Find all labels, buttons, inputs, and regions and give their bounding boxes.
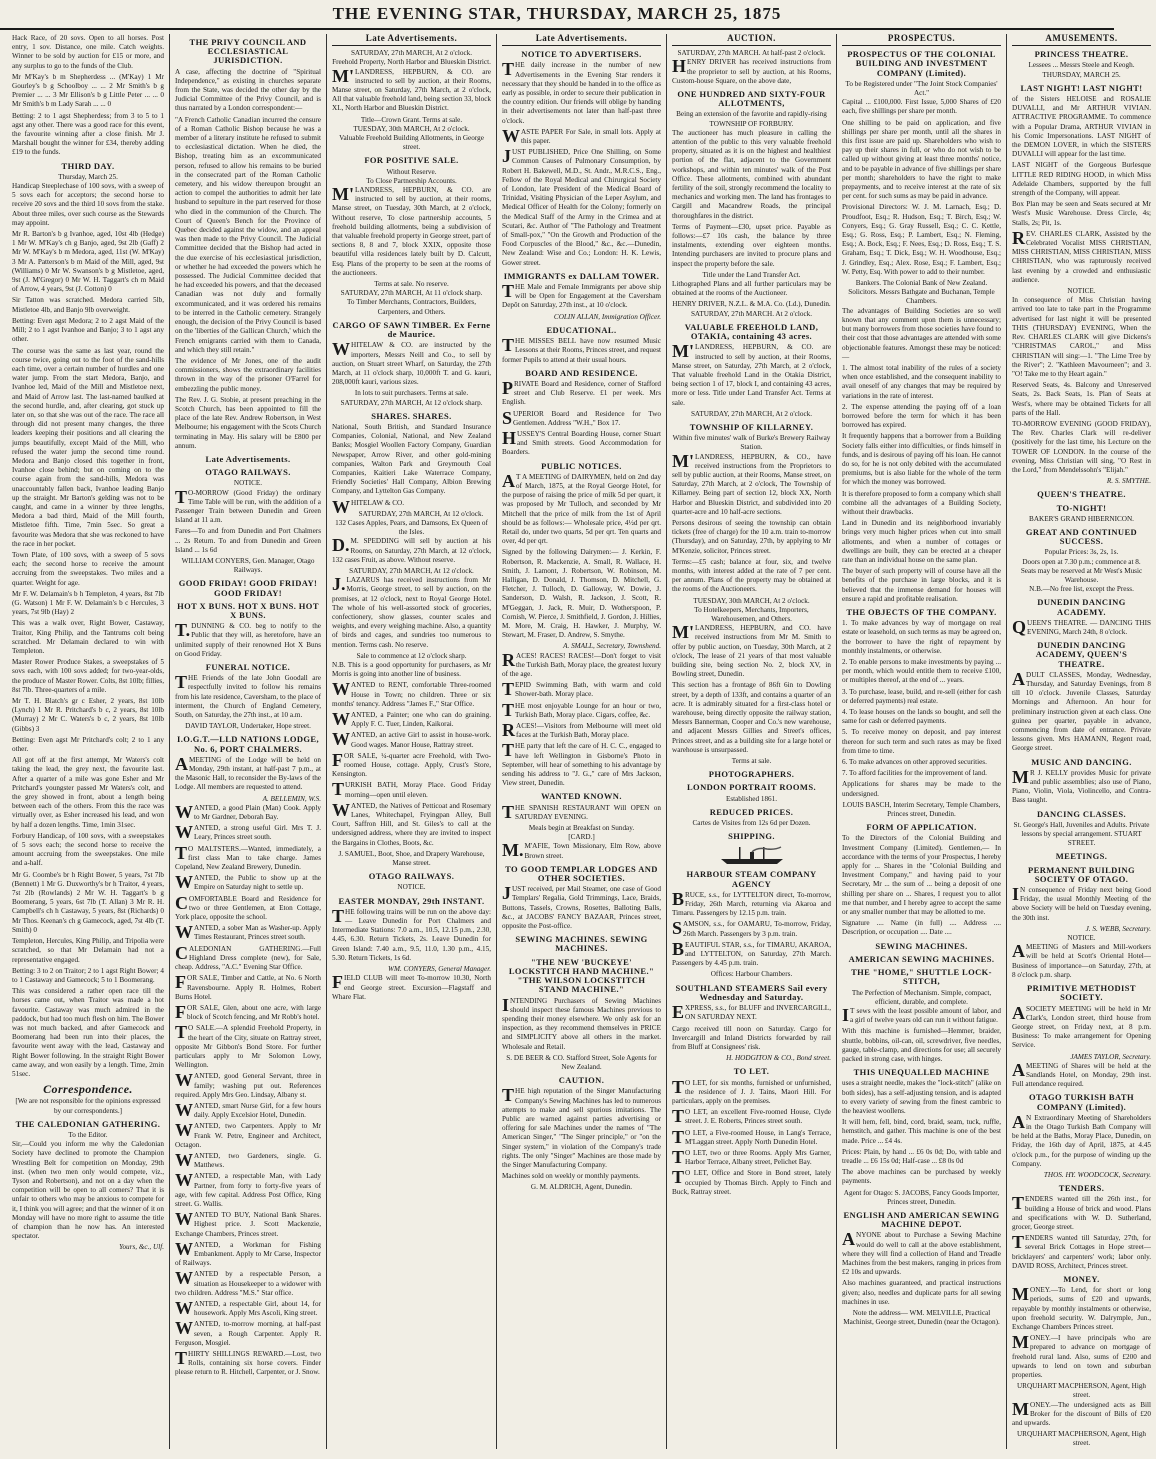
advertisement-text: AMEETING of Masters and Mill-workers will be held at Scott's Oriental Hotel—Business of importance—on Saturday, 27th, at 8 o'clock p.m. sharp. [1012,941,1151,979]
advertisement-text: THE high reputation of the Singer Manufacturing Company's Sewing Machines has led to numerous attempts to make and sell spurious imitations. The Public are warned against parties advertising or offering for sale Machines under the names of "The American Singer," "The Singer principle," or "on the Singer system," in violation of the Company's trade rights. The only "Singer" Machines are those made by the Singer Manufacturing Company. [502,1085,661,1169]
article-text: 6. To make advances on other approved securities. [842,758,987,767]
advertisement-text: TO LET, for six months, furnished or unfurnished, the residence of J. J. Tains, Maori Hill. For particulars, apply on the premises. [672,1076,831,1105]
centered-line: HENRY DRIVER, N.Z.L. & M.A. Co. (Ld.), Dunedin. [672,300,831,309]
advertisement-text: RACES!—Visitors from Melbourne will meet old faces at the Turkish Bath, Moray place. [502,720,661,741]
advertisement-text: FIELD CLUB will meet To-morrow 10.30, North end George street. Excursion—Flagstaff and Whare Flat. [332,972,491,1001]
advertisement-text: WANTED, smart Nurse Girl, for a few hours daily. Apply Excelsior Hotel, Dunedin. [175,1099,321,1120]
article-text: Applications for shares may be made to the undersigned. [842,780,1001,798]
article-text: 1. The almost total inability of the rules of a society when once established, and the consequent inability to avail oneself of any changes that may be required by variations in the rate of interest. [842,363,1001,400]
advertisement-text: TENDERS wanted till the 26th inst., for building a House of brick and wood. Plans and specifications with W. D. Sutherland, grocer, George street. [1012,1193,1151,1231]
columns-container [12,33,1151,1449]
advertisement-text: BRUCE, s.s., for LYTTELTON direct, To-morrow, Friday, 26th March, returning via Akaroa and Timaru. Passengers by 12.15 p.m. train. [672,888,831,918]
column-heading: Late Advertisements. [332,34,491,46]
article-text: Fares—To and from Dunedin and Port Chalmers ... 2s Return. To and from Dunedin and Green Island ... 1s 6d [175,527,321,554]
section-heading: WANTED KNOWN. [541,791,622,802]
centered-line: TUESDAY, 30th MARCH, At 2 o'clock. [693,596,810,605]
centered-line: To Timber Merchants, Contractors, Builders, Carpenters, and Others. [346,298,477,316]
advertisement-text: SUPERIOR Board and Residence for Two Gentlemen. Address "W.H.," Box 17. [502,407,661,428]
advertisement-text: IT sews with the least possible amount of labor, and a girl of twelve years old can run it without fatigue. [842,1004,1001,1025]
section-heading: OTAGO RAILWAYS. [368,871,455,882]
advertisement-text: ASOCIETY MEETING will be held in Mr Clark's, London street, third house from George street, on Friday next, at 8 p.m. Business: To make arrangement for Opening Service. [1012,1002,1151,1050]
advertisement-text: CALEDONIAN GATHERING.—Full Highland Dress complete (new), for Sale, cheap. Address, "A.C." Evening Star Office. [175,942,321,972]
section-heading: NOTICE TO ADVERTISERS. [521,49,642,60]
centered-line: Established 1861. [725,794,778,803]
section-heading: I.O.G.T.—LLD NATIONS LODGE, No. 6, PORT CHALMERS. [176,734,320,754]
section-heading: PRINCESS THEATRE. [1034,49,1129,60]
advertisement-text: AN Extraordinary Meeting of Shareholders in the Otago Turkish Bath Company will be held at the Baths, Moray Place, Dunedin, on Friday, the 16th day of April, 1875, at 4.45 o'clock p.m., for the purpose of winding up the Company. [1012,1111,1151,1168]
centered-line: 132 Cases Apples, Pears, and Damsons, Ex Queen of the Isles. [335,518,488,537]
centered-line: Seats may be reserved at Mr West's Music Warehouse. [1020,566,1143,584]
centered-line: SATURDAY, 27th MARCH, At 2 o'clock. [690,409,813,418]
advertisement-text: TO LET, a Five-roomed House, in Lang's Terrace, M'Laggan street. Apply North Dunedin Hotel. [672,1126,831,1147]
advertisement-text: M.M'AFIE, Town Missionary, Elm Row, above Brown street. [502,840,661,861]
signature-line: R. S. SMYTHE. [1106,477,1151,486]
article-text: The auctioneer has much pleasure in calling the attention of the public to this very valuable freehold property, situated as it is on the highest and healthiest portion of the flat, adjacent to the Government workshops, and within ten minutes' walk of the Post Office. These allotments, combined with abundant fertility of the soil, strongly recommend the locality to mechanics and working men. The land has frontages to Cargill and Macandrew Roads, the principal thoroughfares in the district. [672,128,831,220]
advertisement-text: WANTED, the Public to show up at the Empire on Saturday night to settle up. [175,872,321,893]
advertisement-text: TURKISH BATH, Moray Place. Good Friday morning—open until eleven. [332,779,491,800]
advertisement-text: AT A MEETING of DAIRYMEN, held on 2nd day of March, 1875, at the Royal George Hotel, for the purpose of raising the price of milk 5d per quart, it was proposed by Mr Tulloch, and seconded by Mr Mitchell that the price of milk from the 1st of April should be as follows:— Wholesale price, 4½d per qrt. Retail do, under two quarts, 5d per qrt. Ten quarts and over, 4d per qrt. [502,470,661,546]
centered-line: Valuable Freehold Building Allotments, in George street. [339,134,484,152]
section-heading: MUSIC AND DANCING. [1031,756,1132,767]
column-1 [12,34,169,1449]
advertisement-text: COMFORTABLE Board and Residence for two or three Gentlemen, at Eton Cottage, York place, opposite the school. [175,892,321,922]
article-text: Betting: Even agst Mr Pritchard's colt; 2 to 1 any other. [12,735,164,754]
article-text: The buyer of such property will of course have all the benefits of the purchase in large blocks, and it is believed that the immense demand for houses will ensure a rapid and profitable realisation. [842,567,1001,603]
article-text: Also machines guaranteed, and practical instructions given; also, needles and duplicate parts for all sewing machines in use. [842,1279,1001,1306]
article-text: 2. The expense attending the paying off of a loan borrowed before the term for which it has been borrowed has expired. [842,402,1001,430]
section-heading: FUNERAL NOTICE. [205,662,291,672]
section-heading: THIS UNEQUALLED MACHINE [853,1067,990,1078]
advertisement-text: IN consequence of Friday next being Good Friday, the usual Monthly Meeting of the above Society will be held on Tuesday evening, the 30th inst. [1012,884,1151,922]
centered-line: Terms at sale. No reserve. [374,280,449,289]
article-text: Mr M'Kay's b m Shepherdess ... (M'Kay) 1 Mr Gourley's b g Schoolboy ... ... 2 Mr Smith's b g Premier ... ... 3 Mr Ellison's b g Little Peter ... ... 0 Mr Smith's b m Lady Sarah ... ... 0 [12,72,164,109]
article-text: Sir,—Could you inform me why the Caledonian Society have declined to promote the Champion Wrestling Belt for competition on Monday, 29th inst. (when two men only would compete, viz., Tyson and Robertson), and not on a day when the competition will be open to all comers? That it is unfair to others who may be anxious to compete for it, I think you will agree; and that the winner of it on Monday will have no more right to assume the title of champion than he now has. An interested spectator. [12,1140,164,1241]
article-text: Master Rower Produce Stakes, a sweepstakes of 5 sovs each, with 100 sovs added; for two-year-olds, the produce of Master Rower. Colts, 8st 10lb; fillies, 8st 7lb. Three-quarters of a mile. [12,658,164,694]
section-heading: SHARES. SHARES. [371,410,452,421]
article-text: Prices: Plain, by hand ... £6 0s 0d; Do, with table and treadle ... £6 15s 0d; Half-case ... £8 0s 0d [842,1147,1001,1165]
article-text: Reserved Seats, 4s. Balcony and Unreserved Seats, 2s. Back Seats, 1s. Plan of Seats at West's, where may be obtained Tickets for all parts of the Hall. [1012,381,1151,417]
column-6 [836,34,1006,1449]
advertisement-text: QUEEN'S THEATRE. — DANCING THIS EVENING, March 24th, 8 o'clock. [1012,616,1151,637]
article-text: National, South British, and Standard Insurance Companies, Colonial, National, and New Zealand Banks; Mosgiel Woollen Factory Company, Guardian Newspaper, Arrow River, and other gold-mining companies, Walton Park and Greymouth Coal Companies, Kaitieri Lake Waterrace Company, Friendly Societies' Hall Company, Albion Brewing Company, and Lyttelton Gas Company. [332,422,491,496]
centered-line: Title—Crown Grant. Terms at sale. [360,115,463,124]
article-text: One shilling to be paid on application, and five shillings per share per month, until all the shares in this first issue are paid up. Shareholders who wish to pay up their shares in full, or who do not wish to be called up without giving at least three months' notice, and to be payable in advance of five shillings per share per month; shareholders to have the right to make prepayments, and to receive interest at the rate of six per cent. for such sums as may be paid in advance. [842,118,1001,201]
centered-line: N.B.—No free list, except the Press. [1029,585,1134,594]
article-text: 1. To make advances by way of mortgage on real estate or leasehold, on such terms as may be agreed on, the borrower to have the right of repayment by monthly instalments, or otherwise. [842,619,1001,655]
article-text: Land in Dunedin and its neighborhood invariably brings very much higher prices when cut into small allotments, and when a number of cottages or dwellings are built, they can be erected at a cheaper rate than an individual house on the same plan. [842,519,1001,564]
article-text: Terms:—£5 cash; balance at four, six, and twelve months, with interest added at the rate of 7 per cent. per annum. Plans of the property may be obtained at the rooms of the Auctioneers. [672,557,831,594]
section-heading: DUNEDIN DANCING ACADEMY, QUEEN'S THEATRE. [1035,640,1128,669]
centered-line: To Hotelkeepers, Merchants, Importers, Warehousemen, and Others. [694,605,809,623]
article-text: 5. To receive money on deposit, and pay interest thereon for such term and such rates as may be fixed from time to time. [842,728,1001,755]
section-heading: IMMIGRANTS ex DALLAM TOWER. [503,270,660,281]
article-text: Machines sold on weekly or monthly payments. [502,1172,640,1181]
section-heading: OTAGO RAILWAYS. [205,467,291,478]
section-heading: SOUTHLAND STEAMERS Sail every Wednesday and Saturday. [675,982,828,1002]
centered-line: Without Reserve. [386,167,437,176]
section-heading: QUEEN'S THEATRE. [1037,489,1126,500]
advertisement-text: RACES! RACES! RACES!—Don't forget to visit the Turkish Bath, Moray place, the greatest luxury of the age. [502,649,661,678]
centered-line: SATURDAY, 27th MARCH, At 2 o'clock. [350,49,473,58]
centered-line: Being an extension of the favorite and rapidly-rising TOWNSHIP OF FORBURY. [676,110,827,128]
article-text: With this machine is furnished—Hemmer, braider, shuttle, bobbins, oil-can, oil, screwdriver, five needles, gauge, table-clamp, and directions for use; all securely packed in strong case, with hinges. [842,1027,1001,1063]
article-text: Capital ... £100,000. First Issue, 5,000 Shares of £20 each, five shillings per share per month. [842,98,1001,116]
advertisement-text: ADULT CLASSES, Monday, Wednesday, Thursday, and Saturday Evenings, from 8 till 10 o'clock. Juvenile Classes, Saturday Mornings and Afternoon. An hour for preliminary instruction given at each class. One guinea per quarter, payable in advance, commencing from date of entrance. Private lessons given. Mrs HAMANN, Regent road, George street. [1012,668,1151,753]
advertisement-text: TO-MORROW (Good Friday) the ordinary Time Table will be run, with the addition of a Passenger Train between Dunedin and Green Island at 11 a.m. [175,486,321,525]
section-heading: AMERICAN SEWING MACHINES. [848,953,995,964]
centered-line: DAVID TAYLOR, Undertaker, Hope street. [185,722,311,731]
article-text: The course was the same as last year, round the course twice, going out to the foot of the sand-hills each time, over a certain number of hurdles and one water jump. From the start Medora, Banjo, and Ivanhoe led, Maid of the Mill and Mistletoe next, and Maid of Arrow last. The last-named baulked at the second hurdle, and, after clearing, got stuck up later on, so that she was out of the race. The race all through did not present many changes, the three leaders keeping their positions and all clearing the jumps beautifully, except Maid of the Mill, who refused the water jump the second time round. Medora and Banjo closed this together in front, Ivanhoe close behind; but on coming on to the course again from the sand-hills, Medora was unaccountably fallen back, Ivanhoe leading Banjo up the straight. Mr Barton's gelding was not to be caught, and came in a winner by three lengths, Medora a bad third, Maid of the Mill fourth, Mistletoe fifth. Time, 7min 5sec. So great a favourite was Medora that she was reckoned to have the race in her pocket. [12,346,164,548]
article-text: Betting: 2 to 1 agst Shepherdess; from 3 to 5 to 1 agst any other. There was a good race for this event, the favourite winning after a close finish. Mr J. Marshall bought the winner for £34, thereby adding £19 to the funds. [12,111,164,157]
article-text: The above machines can be purchased by weekly payments. [842,1168,1001,1186]
centered-line: Agent for Otago: S. JACOBS, Fancy Goods Importer, Princes street, Dunedin. [843,1188,1000,1206]
article-text: It will hem, fell, bind, cord, braid, seam, tuck, ruffle, hemstitch, and gather. This machine is one of the best made. Price ... £4 4s. [842,1118,1001,1145]
steamship-icon [717,844,787,866]
article-text: of the Sisters HELOISE and ROSALIE DUVALLI, and Mr ARTHUR VIVIAN. ATTRACTIVE PROGRAMME. To commence with a Popular Drama, ARTHUR VIVIAN in his Comic Impersonations. LAST NIGHT of the DEMON LOVER, in which the SISTERS DUVALLI will appear for the last time. [1012,95,1151,159]
advertisement-text: THIRTY SHILLINGS REWARD.—Lost, two Rolls, containing six horse covers. Finder please return to R. Hitchell, Carpenter, or J. Snow. [175,1348,321,1377]
advertisement-text: M'LANDRESS, HEPBURN, & CO. are instructed to sell by auction, at their Rooms, Manse street, on Saturday, 27th March, at 2 o'clock, That valuable freehold Land in the Otakia District, being section 1 of 17, block I, and containing 43 acres, more or less. Title under Land Transfer Act. Terms at sale. [672,341,831,407]
section-heading: MEETINGS. [1055,851,1108,862]
section-heading: THE "HOME," SHUTTLE LOCK-STITCH, [851,967,992,987]
section-heading: "THE NEW 'BUCKEYE' LOCKSTITCH HAND MACHINE." "THE WILSON LOCKSTITCH STAND MACHINE." [508,956,655,995]
section-heading: GOOD FRIDAY! GOOD FRIDAY! GOOD FRIDAY! [178,578,318,598]
centered-line: URQUHART MACPHERSON, Agent, High street. [1016,1382,1147,1400]
advertisement-text: THE party that left the care of H. C. C., engaged to have left Wellington in Gisborne's Photo in September, will hear of something to his advantage by sending his address to "J. G.," care of Mrs Jackson, View street, Dunedin. [502,740,661,788]
article-text: uses a straight needle, makes the "lock-stitch" (alike on both sides), has a self-adjusting tension, and is adapted to every variety of sewing from the finest cambric to the heaviest woollens. [842,1079,1001,1115]
section-heading: OTAGO TURKISH BATH COMPANY (Limited). [1029,1092,1134,1112]
advertisement-text: M'LANDRESS, HEPBURN, & CO. are instructed to sell by auction, at their Rooms, Manse street, on Saturday, 27th March, at 2 o'clock, All that valuable freehold land, being section 33, block XL, North Harbor and Blueskin District. [332,65,491,113]
advertisement-text: TO LET, an excellent Five-roomed House, Clyde street. J. E. Roberts, Princes street south. [672,1106,831,1127]
column-3 [326,34,496,1449]
centered-line: Offices: Harbour Chambers. [710,970,793,979]
centered-line: J. SAMUEL, Boot, Shoe, and Drapery Warehouse, Manse street. [338,849,485,868]
advertisement-text: WANTED, good General Servant, three in family; washing put out. References required. Apply Mrs Geo. Lindsay, Albany st. [175,1070,321,1099]
advertisement-text: THE MISSES BELL have now resumed Music Lessons at their Rooms, Princes street, and request former Pupils to attend at their usual hours. [502,335,661,364]
article-text: This was a walk over, Right Bower, Castaway, Traitor, King Philip, and the Tantrums colt being scratched. Mr Delamain declared to win with Templeton. [12,619,164,655]
advertisement-text: REV. CHARLES CLARK, Assisted by the Celebrated Vocalist MISS CHRISTIAN, MISS CHRISTIAN, MISS CHRISTIAN, MISS CHRISTIAN, who was rapturously received last evening by a crowded and enthusiastic audience. [1012,227,1151,284]
article-text: Provisional Directors: W. J. M. Larnach, Esq.; D. Proudfoot, Esq.; R. Hudson, Esq.; T. Birch, Esq.; W. Conyers, Esq.; G. Gray Russell, Esq.; C. C. Kettle, Esq.; G. Ross, Esq.; P. Lambert, Esq.; N. Fleming, Esq.; A. Bock, Esq.; F. Nees, Esq.; D. Ross, Esq.; T. S. Graham, Esq.; T. Dick, Esq.; W. H. Woodhouse, Esq.; J. Grindley, Esq.; Alex. Rose, Esq.; F. Lambert, Esq.; W. Petty, Esq. With power to add to their number. [842,203,1001,276]
section-heading: HOT X BUNS. HOT X BUNS. HOT X BUNS. [177,600,319,620]
article-text: Betting: 3 to 2 on Traitor; 2 to 1 agst Right Bower; 4 to 1 Castaway and Gamecock; 5 to 1 Boomerang. [12,966,164,984]
section-heading: FOR POSITIVE SALE. [364,155,459,166]
centered-line: URQUHART MACPHERSON, Agent, High street. [1016,1430,1147,1448]
centered-line: Solicitors. Messrs Bathgate and Buchanan, Temple Chambers. [848,288,995,306]
centered-line: WILLIAM CONYERS, Gen. Manager, Otago Railways. [181,556,315,575]
section-heading: LAST NIGHT! LAST NIGHT! [1020,82,1143,93]
centered-line: BAKER'S GRAND HIBERNICON. [1029,514,1134,523]
section-heading: GREAT AND CONTINUED SUCCESS. [1025,526,1138,547]
advertisement-text: EXPRESS, s.s., for BLUFF and INVERCARGILL, ON SATURDAY NEXT. [672,1002,831,1023]
column-heading: Late Advertisements. [502,34,661,46]
advertisement-text: HUSSEY'S Central Boarding House, corner Stuart and Smith streets. Good Accommodation for Boarders. [502,427,661,457]
centered-line: Note the address— WM. MELVILLE, Practical Machinist, George street, Dunedin (near the Octagon). [843,1309,1000,1327]
section-heading: FORM OF APPLICATION. [866,822,977,833]
centered-line: In lots to suit purchasers. Terms at sale. [354,389,469,398]
article-text: Hack Race, of 20 sovs. Open to all horses. Post entry, 1 sov. Distance, one mile. Catch weights. Winner to be sold by auction for £15 or more, and any surplus to go to the funds of the Club. [12,34,164,70]
advertisement-text: TO LET, two or three Rooms. Apply Mrs Garner, Harbor Terrace, Albany street, Pelichet Bay. [672,1146,831,1167]
centered-line: SATURDAY, 27th MARCH, At 12 o'clock sharp. [340,398,483,407]
article-text: 3. To purchase, lease, build, and re-sell (either for cash or deferred payments) real estate. [842,687,1001,705]
signature-line: WM. CONYERS, General Manager. [387,965,491,974]
shipping-block [672,844,831,888]
advertisement-text: WHITELAW & CO. [332,496,404,517]
article-text: Templeton, Hercules, King Philip, and Tripolia were scratched, so that Mr Delamain had not a representative engaged. [12,937,164,964]
advertisement-text: WANTED to RENT, comfortable Three-roomed House in Town; no children. Three or six months' tenancy. Address "James F.," Star Office. [332,679,491,708]
article-text: Town Plate, of 100 sovs, with a sweep of 5 sovs each; the second horse to receive the amount accruing from the sweepstakes. Two miles and a quarter. Weight for age. [12,550,164,587]
article-text: This was considered a rather open race till the horses came out, when Traitor was made a hot favourite. Castaway was much admired in the paddock, but had too much flesh on him. The Bower was not much backed, and after Gamecock and Boomerang had been run into their places, the favourite went away with the lead, Castaway and Right Bower following. In the straight Right Bower came away, and won easily by a length. Time, 2min 51sec. [12,987,164,1078]
advertisement-text: PRIVATE Board and Residence, corner of Stafford street and Club Reserve. £1 per week. Mrs English. [502,377,661,407]
shipping-agency-heading: HARBOUR STEAM COMPANY AGENCY [686,869,817,889]
section-heading: CARGO OF SAWN TIMBER. Ex Ferne de Maurice. [332,319,491,340]
section-heading: SEWING MACHINES. SEWING MACHINES. [515,934,648,954]
article-text: This section has a frontage of 86ft 6in to Dowling street, by a depth of 133ft, and contains a quarter of an acre. It is admirably situated for a first-class hotel or warehouse, being directly opposite the railway station, Messrs Bannerman, Cooper and Co.'s new warehouse, and adjacent Messrs Gillies and Street's offices, Princes street, and as a building site for a large hotel or warehouse is unsurpassed. [672,681,831,754]
section-heading: MONEY. [1063,1273,1100,1284]
advertisement-text: THE Male and Female Immigrants per above ship will be Open for Engagement at the Caversham Depôt on Saturday, 27th inst., at 10 o'clock. [502,281,661,310]
signature-line: H. HODGITON & CO., Bond street. [726,1054,831,1063]
section-heading: EDUCATIONAL. [546,324,617,335]
section-heading: CAUTION. [558,1075,605,1086]
section-title: Correspondence. [43,1082,133,1097]
advertisement-text: WHITELAW & CO. are instructed by the importers, Messrs Neill and Co., to sell by auction, on Stuart street Wharf, on Saturday, the 27th March, at 11 o'clock sharp, 10,000ft T. and G. kauri, 208,000ft kauri, various sizes. [332,339,491,387]
article-text: To the Directors of the Colonial Building and Investment Company (Limited). Gentlemen,— In accordance with the terms of your Prospectus, I hereby apply for ... Shares in the "Colonial Building and Investment Company," and having paid to your Secretary, Mr ... the sum of ... being a deposit of one shilling per share on ... Shares, I request you to allot me that number, and I hereby agree to accept the same or any smaller number that may be allotted to me. [842,834,1001,917]
article-text: Signed by the following Dairymen:— J. Kerkin, F. Robertson, R. Mackenzie, A. Small, R. Wallace, H. Smith, J. Lamont, J. Robertson, W. Robinson, M. Halligan, D. Donald, J. Thomson, D. Mitchell, G. Fletcher, J. Tulloch, D. Galloway, W. Dowie, J. Sanderson, D. Walsh, R. Jackson, J. Scott, R. M'Geggan, J. Jack, R. Muir, D. Wotherspoon, P. Cornish, W. Pierce, J. Smithfield, J. Gordon, J. Hillies, M. More, M. Craig, H. Hawker, J. Murphy, W. Stewart, M. Fraser, D. Andrew, S. Smythe. [502,548,661,640]
advertisement-text: THE SPANISH RESTAURANT Will OPEN on SATURDAY EVENING. [502,801,661,822]
section-heading: PHOTOGRAPHERS. [708,769,795,780]
section-heading: PROSPECTUS OF THE COLONIAL BUILDING AND INVESTMENT COMPANY (Limited). [847,49,996,78]
centered-line: SATURDAY, 27th MARCH, At 12 o'clock. [349,566,474,575]
article-text: Persons desirous of seeing the township can obtain tickets (free of charge) for the 10 a.m. train to-morrow (Thursday), and on Saturday, 27th, by applying to Mr M'Kenzie, solicitor, Princes street. [672,518,831,555]
advertisement-text: M'LANDRESS, HEPBURN, & CO. are instructed to sell by auction, at their rooms, Manse street, on Tuesday, 30th March, at 2 o'clock, Without reserve, To close partnership accounts, 5 freehold building allotments, being a subdivision of that valuable freehold property in George street, part of sections 8, 8 and 7, block XXIX, opposite those beautiful villa residences lately built by D. Calcutt, Esq. Plans of the property to be seen at the rooms of the auctioneers. [332,184,491,277]
advertisement-text: D.M. SPEDDING will sell by auction at his Rooms, on Saturday, 27th March, at 12 o'clock, 132 cases Fruit, as above. Without reserve. [332,535,491,564]
centered-line: NOTICE. [233,479,263,488]
article-text: Box Plan may be seen and Seats secured at Mr West's Music Warehouse. Dress Circle, 4s; Stalls, 2s; Pit, 1s. [1012,200,1151,227]
centered-line: St. George's Hall, Juveniles and Adults. Private lessons by special arrangement. STUART STREET. [1013,820,1150,848]
centered-line: SATURDAY, 27th MARCH. At 2 o'clock. [690,309,813,318]
advertisement-text: TO MALTSTERS.—Wanted, immediately, a first class Man to take charge. James Copeland, New Zealand Brewery, Dunedin. [175,842,321,872]
section-heading: LONDON PORTRAIT ROOMS. [686,782,816,793]
centered-line: Within five minutes' walk of Burke's Brewery Railway Station. [672,434,831,452]
centered-line: [CARD.] [568,833,595,842]
article-text: TO-MORROW EVENING (GOOD FRIDAY), The Rev. Charles Clark will re-deliver (positively for the last time, his Lecture on the TOWER OF LONDON. In the course of the evening, Miss Christian will sing, "O Rest in the Lord," from Mendelssohn's "Elijah." [1012,419,1151,474]
article-text: 2. To enable persons to make investments by paying ... per month, which would entitle them to receive £100, or multiples thereof, at the end of ... years. [842,658,1001,685]
centered-line: NOTICE. [1067,934,1096,943]
centered-line: Sale to commence at 12 o'clock sharp. [356,651,467,660]
centered-line: To be Registered under "The Joint Stock Companies' Act." [845,79,998,98]
article-text: 4. To lease houses on the lands so bought, and sell the same for cash or deferred payments. [842,708,1001,726]
centered-line: Title under the Land Transfer Act. [702,270,801,279]
column-heading: AMUSEMENTS. [1012,34,1151,46]
advertisement-text: ANYONE about to Purchase a Sewing Machine would do well to call at the above establishment, where they will find a collection of Hand and Treadle Machines from the best makers, ranging in prices from £2 10s and upwards. [842,1229,1001,1277]
signature-line: COLIN ALLAN, Immigration Officer. [553,312,661,321]
centered-line: SATURDAY, 27th MARCH, At 12 o'clock. [358,509,484,518]
advertisement-text: THE Friends of the late John Goodall are respectfully invited to follow his remains from his late residence, Caversham, to the place of interment, the Church of England Cemetery, South, on Saturday, the 27th inst., at 10 a.m. [175,672,321,720]
section-heading: Late Advertisements. [205,453,291,464]
advertisement-text: WANTED TO BUY, National Bank Shares. Highest price. J. Scott Mackenzie, Exchange Chambers, Princes street. [175,1209,321,1238]
section-heading: VALUABLE FREEHOLD LAND, OTAKIA, containing 43 acres. [684,321,819,342]
section-heading: DANCING CLASSES. [1036,808,1127,819]
section-heading: TO-NIGHT! [1056,502,1107,513]
section-heading: THE CALEDONIAN GATHERING. [15,1118,161,1129]
advertisement-text: FOR SALE, Timber and Cattle, at No. 6 North Ravensbourne. Apply R. Holmes, Robert Burns Hotel. [175,972,321,1001]
section-heading: ONE HUNDRED AND SIXTY-FOUR ALLOTMENTS, [677,89,826,109]
article-text: In consequence of Miss Christian having arrived too late to take part in the Programme advertised for last night it will be presented THIS (THURSDAY) EVENING, When the Rev. CHARLES CLARK will give Dickens's "CHRISTMAS CAROL," and Miss CHRISTIAN will sing:—1. "The Lime Tree by the River"; 2. "Kathleen Mavourneen"; and 3. "O! Take me to thy Heart again." [1012,296,1151,378]
article-text: Handicap Steeplechase of 100 sovs, with a sweep of 5 sovs each for acceptors; the second horse to receive 20 sovs and the third 10 sovs from the stake. About three miles, over such course as the Stewards may appoint. [12,182,164,227]
article-text: Signature .... Name (in full) .... Address .... Description, or occupation .... Date .... [842,919,1001,937]
article-text: The advantages of Building Societies are so well known that any comment upon them is unnecessary; but many borrowers from those societies have found to their cost that those advantages are attended with some objectionable features. Amongst these may be noticed:— [842,306,1001,361]
article-text: Mr G. Coombe's br h Right Bower, 5 years, 7st 7lb (Bennett) 1 Mr G. Duxworthy's br h Traitor, 4 years, 7st 2lb (Rowlands) 2 Mr W. H. Taggart's b g Boomerang, 5 years, 6st 7lb (T. Allan) 3 Mr R. H. Campbell's ch h Castaway, 5 years, 8st (Richards) 0 Mr Thos. Keenan's ch g Gamecock, aged, 7st 4lb (T. Smith) 0 [12,870,164,934]
centered-line: NOTICE. [397,883,426,892]
advertisement-text: WANTED, two Carpenters. Apply to Mr Frank W. Petre, Engineer and Architect, Octagon. [175,1120,321,1149]
centered-line: G. M. ALDRICH, Agent, Dunedin. [530,1183,633,1192]
advertisement-text: MONEY.—To Lend, for short or long periods, sums of £20 and upwards, repayable by monthly instalments or otherwise, upon freehold security. W. Dalrymple, Jun., Exchange Chambers Princes street. [1012,1284,1151,1331]
centered-line: Popular Prices: 3s, 2s, 1s. [1044,548,1119,557]
centered-line: LOUIS BASCH, Interim Secretary, Temple Chambers, Princes street, Dunedin. [842,800,1001,819]
article-text: Mr T. H. Blatch's gr c Esher, 2 years, 8st 10lb (Lynch) 1 Mr R. Pritchard's b c, 2 years, 8st 10lb (Murray) 2 Mr C. Waters's b c, 2 years, 8st 10lb (Gibbs) 3 [12,697,164,733]
advertisement-text: WANTED by a respectable Person, a situation as Housekeeper to a widower with two children. Address "M.S." Star office. [175,1268,321,1297]
advertisement-text: WANTED, a respectable Man, with Lady Partner, from forty to forty-five years of age, with few capital. Address Post Office, King street. G. Wallis. [175,1170,321,1208]
article-text: Mr R. Barton's b g Ivanhoe, aged, 10st 4lb (Hedge) 1 Mr W. M'Kay's ch g Banjo, aged, 9st 2lb (Gaff) 2 Mr W. M'Kay's b m Medora, aged, 11st (W. M'Kay) 3 Mr A. Patterson's b m Maid of the Mill, aged, 9st (Williams) 0 Mr W. Swanson's b g Mistletoe, aged, 9st (J. M'Gregor) 0 Mr W. H. Taggart's ch m Maid of Arrow, 4 years, 9st (J. Cotton) 0 [12,230,164,294]
centered-line: To the Editor. [68,1130,108,1139]
article-text: Forbury Handicap, of 100 sovs, with a sweepstakes of 5 sovs each; the second horse to receive the amount accruing from the sweepstakes. One mile and a-half. [12,831,164,868]
advertisement-text: HENRY DRIVER has received instructions from the proprietor to sell by auction, at his Rooms, Custom-house Square, on the above date, [672,56,831,85]
advertisement-text: M'LANDRESS, HEPBURN, & CO., have received instructions from the Proprietors to sell by public auction, at their Rooms, Manse street, on Saturday, 27th March, at 2 o'clock, The Township of Killarney. Being part of section 12, block XX, North Harbor and Blueskin District, and subdivided into 20 quarter-acre and 10 half-acre sections. [672,450,831,516]
centered-line: Cartes de Visites from 12s 6d per Dozen. [692,819,811,828]
advertisement-text: WANTED, a sober Man as Washer-up. Apply Times Restaurant, Princes street south. [175,922,321,943]
advertisement-text: MONEY.—I have principals who are prepared to advance on mortgage of freehold rural land. Also, sums of £200 and upwards to lend on town and suburban properties. [1012,1332,1151,1380]
advertisement-text: WANTED, to-morrow morning, at half-past seven, a Rough Carpenter. Apply R. Ferguson, Mosgiel. [175,1318,321,1347]
advertisement-text: T.DUNNING & CO. beg to notify to the Public that they will, as heretofore, have an unlimited supply of their renowned Hot X Buns on Good Friday. [175,620,321,658]
article-text: Terms of Payment—£30, upset price. Payable as follows:—£7 10s cash, the balance by three instalments, extending over eighteen months. Intending purchasers are invited to procure plans and inspect the property before the sale. [672,222,831,268]
advertisement-text: TENDERS wanted till Saturday, 27th, for several Brick Cottages in Hope street—bricklayers' and carpenters' work; labor only. DAVID ROSS, Architect, Princes street. [1012,1232,1151,1270]
article-text: Lithographed Plans and all further particulars may be obtained at the rooms of the Auctioneer. [672,280,831,298]
column-4 [496,34,666,1449]
centered-line: SATURDAY, 27th MARCH. At half-past 2 o'clock. [677,49,826,58]
article-text: N.B. This is a good opportunity for purchasers, as Mr Morris is going into another line of business. [332,661,491,679]
article-text: It frequently happens that a borrower from a Building Society falls either into difficulties, or finds himself in funds, and is desirous of paying off his loan. He cannot do so, for he is not only debited with the accumulated premiums, but is also liable for the whole of the term for which the money was borrowed. [842,432,1001,487]
advertisement-text: WANTED, two Gardeners, single. G. Matthews. [175,1149,321,1170]
advertisement-text: SAMSON, s.s., for OAMARU, To-morrow, Friday, 26th March. Passengers by 3 p.m. train. [672,918,831,939]
advertisement-text: MONEY.—The undersigned acts as Bill Broker for the discount of Bills of £20 and upwards. [1012,1398,1151,1428]
signature-line: A. BELLEMIN, W.S. [262,794,321,803]
signature-line: THOS. HY. WOODCOCK, Secretary. [1043,1170,1151,1179]
section-heading: TO GOOD TEMPLAR LODGES AND OTHER SOCIETIES. [505,863,658,884]
advertisement-text: WANTED, a respectable Girl, about 14, for housework. Apply Mrs Ascoli, King street. [175,1298,321,1318]
section-heading: ENGLISH AND AMERICAN SEWING MACHINE DEPOT. [843,1209,1000,1230]
centered-line: Terms at sale. [731,757,772,766]
article-text: Betting: Even agst Medora; 2 to 2 agst Maid of the Mill; 2 to 1 agst Ivanhoe and Banjo; 3 to 1 agst any other. [12,316,164,344]
centered-line: Freehold Property, North Harbor and Blueskin District. [332,58,491,67]
advertisement-text: BEAUTIFUL STAR, s.s., for TIMARU, AKAROA, and LYTTELTON, on Saturday, 27th March. Passengers by 4.45 p.m. train. [672,938,831,968]
centered-line: Meals begin at Breakfast on Sunday. [528,824,635,833]
column-heading: AUCTION. [672,34,831,46]
advertisement-text: AMEETING of the Lodge will be held on Monday, 29th instant, at half-past 7 p.m., at the Masonic Hall, to reconsider the By-laws of the Lodge. All members are requested to attend. [175,753,321,792]
section-heading: PERMANENT BUILDING SOCIETY OF OTAGO. [1028,864,1135,884]
column-heading: PROSPECTUS. [842,34,1001,46]
centered-line: Lessees ... Messrs Steele and Keogh. THURSDAY, MARCH 25. [1028,61,1135,79]
advertisement-text: WANTED, a Painter; one who can do graining. Apply F. C. Tuer, Linden, Kaikorai. [332,709,491,730]
advertisement-text: TO LET, Office and Store in Bond street, lately occupied by Thomas Birch. Apply to Finch and Buck, Rattray street. [672,1167,831,1196]
advertisement-text: INTENDING Purchasers of Sewing Machines should inspect these famous Machines previous to spending their money elsewhere. We only ask for an inspection, as they recommend themselves in PRICE and SIMPLICITY above all others in the market. Wholesale and Retail. [502,994,661,1051]
centered-line: [We are not responsible for the opinions expressed by our correspondents.] [15,1097,161,1115]
centered-line: SATURDAY, 27th MARCH, At 11 o'clock sharp. [340,289,483,298]
article-text: Sir Tatton was scratched. Medora carried 5lb, Mistletoe 4lb, and Banjo 9lb overweight. [12,296,164,314]
centered-line: The Perfection of Mechanism. Simple, compact, efficient, durable, and complete. [851,988,992,1006]
centered-line: Doors open at 7.30 p.m.; commence at 8. [1022,557,1141,566]
section-heading: THE PRIVY COUNCIL AND ECCLESIASTICAL JURISDICTION. [189,37,307,66]
advertisement-text: FOR SALE, ¼-quarter acre Freehold, with Two-roomed House, cottage. Apply, Crust's Store, Kensington. [332,749,491,779]
signature-line: A. SMALL, Secretary, Townshend. [563,642,661,651]
column-2 [169,34,326,1449]
advertisement-text: THE daily increase in the number of new Advertisements in the Evening Star renders it necessary that they should be handed in to the office as early as possible, in order to secure their publication in the country edition. Our friends will oblige by handing in their advertisements not later than half-past three o'clock. [502,59,661,125]
section-heading: TO LET. [733,1066,770,1077]
advertisement-text: THE most enjoyable Lounge for an hour or two, Turkish Bath, Moray place. Cigars, coffee, &c. [502,699,661,720]
advertisement-text: M'LANDRESS, HEPBURN, and CO. have received instructions from Mr M. Smith to offer by public auction, on Tuesday, 30th March, at 2 o'clock, The lease of 21 years of that most valuable building site, being section No. 2, block XV, in Bowling street, Dunedin. [672,622,831,679]
article-text: A case, affecting the doctrine of "Spiritual Independence," as existing in churches separate from the State, was decided the other day by the Judicial Committee of the Privy Council, and is thus narrated by a London correspondent:— [175,67,321,113]
section-heading: EASTER MONDAY, 29th INSTANT. [338,895,485,906]
signature-line: Yours, &c., Ulf. [119,1243,164,1252]
signature-line: J. S. WEBB, Secretary. [1085,924,1151,933]
centered-line: TUESDAY, 30th MARCH, At 2 o'clock. [353,124,470,133]
article-text: The Rev. J. G. Stobie, at present preaching in the Scotch Church, has been appointed to fill the place of the late Rev. Andrew Robertson, in West Melbourne; his engagement with the Scots Church terminating in May. His salary will be £800 per annum. [175,395,321,450]
section-heading: BOARD AND RESIDENCE. [525,367,638,378]
centered-line: Thursday, March 25. [58,172,118,181]
article-text: LAST NIGHT of the Gorgeous Burlesque LITTLE RED RIDING HOOD, in which Miss Adelaide Chambers, supported by the full strength of the Company, will appear. [1012,161,1151,198]
advertisement-text: JUST received, per Mail Steamer, one case of Good Templars' Regalia, Gold Trimmings, Lace, Braids, Buttons, Tassels, Crowns, Rosettes, Balloting Balls, &c., at JACOBS' FANCY BAZAAR, Princes street, opposite the Post-office. [502,883,661,931]
centered-line: S. DE BEER & CO. Stafford Street, Sole Agents for New Zealand. [506,1053,657,1071]
advertisement-text: WANTED, an active Girl to assist in house-work. Good wages. Manor House, Rattray street. [332,729,491,750]
section-heading: REDUCED PRICES. [709,806,794,817]
section-heading: PUBLIC NOTICES. [541,460,622,471]
advertisement-text: MR J. KELLY provides Music for private and public assemblies; also use of Piano, Piano, Violin, Viola, Violincello, and Contra-Bass taught. [1012,766,1151,805]
section-heading: TENDERS. [1058,1183,1105,1194]
section-heading: TOWNSHIP OF KILLARNEY. [689,421,814,432]
advertisement-text: WANTED, a Workman for Fishing Embankment. Apply to Mr Carse, Inspector of Railways. [175,1238,321,1268]
section-heading: SHIPPING. [728,831,775,842]
advertisement-text: WASTE PAPER For Sale, in small lots. Apply at this paper. [502,125,661,146]
masthead: THE EVENING STAR, THURSDAY, MARCH 25, 1875 [0,0,1114,30]
article-text: Mr F. W. Delamain's b h Templeton, 4 years, 8st 7lb (G. Watson) 1 Mr F. W. Delamain's b c Hercules, 3 years, 7st 9lb (Hay) 2 [12,589,164,617]
advertisement-text: FOR SALE, Glen, about one acre, with large block of Scotch fencing, and Mr Robb's hotel. [175,1001,321,1022]
advertisement-text: THE following trains will be run on the above day:— Leave Dunedin for Port Chalmers and Intermediate Stations: 7.0 a.m., 10.5, 12.15 p.m., 2.30, 4.45, 6.30. Return Tickets, 2s. Leave Dunedin for Green Island: 7.40 a.m., 9.5, 11.0, 1.30 p.m., 4.15, 5.30. Return Tickets, 1s 6d. [332,905,491,962]
advertisement-text: TEPID Swimming Bath, with warm and cold Shower-bath. Moray place. [502,679,661,700]
article-text: All got off at the first attempt, Mr Waters's colt taking the lead, the grey next, the favourite last. After a quarter of a mile was gone Esher and Mr Pritchard's youngster passed Mr Waters's colt, and the grey showed in front, about a length being between each of the others. From this the race was virtually over, as Esher increased his lead, and won by half a dozen lengths. Time, 1min 31sec. [12,756,164,829]
advertisement-text: WANTED, a good Plain (Man) Cook. Apply to Mr Gardner, Deborah Bay. [175,801,321,822]
signature-line: JAMES TAYLOR, Secretary. [1070,1052,1151,1061]
article-text: "A French Catholic Canadian incurred the censure of a Roman Catholic Bishop because he was a member of a literary institute he refused to submit to ecclesiastical dictation. When he died, the Bishop, treating him as an excommunicated person, refused to allow his remains to be buried in the consecrated part of the Roman Catholic cemetery, and his widow thereupon brought an action to compel the authorities to admit her late husband to sepulture in the part reserved for those who died in the communion of the Church. The Court of Queen's Bench for the Province of Quebec decided against the widow, and an appeal was then made to the Privy Council. The Judicial Committee decided that the Bishop had acted in the due exercise of his ecclesiastical jurisdiction, or whether he had exceeded the powers which he possessed. The Judicial Committee decided that he had exceeded his powers, and that the deceased Canadian was not duly and formally excommunicated, and it was ordered his remains to be interred in the Catholic cemetery. Strangely enough, the decision of the Privy Council is based on the 'liberties of the Gallican Church,' which the French emigrants carried with them to Canada, and which they still retain." [175,115,321,354]
centered-line: NOTICE. [1067,287,1096,296]
article-text: 7. To afford facilities for the improvement of land. [842,769,987,778]
section-heading: DUNEDIN DANCING ACADEMY. [1037,597,1126,617]
article-text: Cargo received till noon on Saturday. Cargo for Invercargill and Inland Districts forwarded by rail from Bluff at Consignees' risk. [672,1024,831,1051]
centered-line: Bankers. The Colonial Bank of New Zealand. [855,279,988,288]
column-7 [1006,34,1156,1449]
column-5 [666,34,836,1449]
advertisement-text: WANTED, a strong useful Girl. Mrs T. J. Leary, Princes street south. [175,822,321,843]
section-heading: PRIMITIVE METHODIST SOCIETY. [1027,983,1136,1003]
section-heading: SEWING MACHINES. [875,940,968,951]
advertisement-text: WANTED, the Natives of Petticoat and Rosemary Lanes, Whitechapel, Fryingpan Alley, Bull Court, Saffron Hill, and St. Giles's to call at the undersigned address, where they are invited to inspect the Bargains in Clothes, Boots, &c. [332,799,491,847]
advertisement-text: JUST PUBLISHED, Price One Shilling, on Some Common Causes of Pulmonary Consumption, by Robert H. Bakewell, M.D., St. Andr., M.R.C.S., Eng., Fellow of the Royal Medical and Chirurgical Society of London, late President of the Medical Board of Trinidad, Visiting Physician of the Leper Asylum, and Medical Officer of Health for the Colony; formerly on the Medical Staff of the Army in the Crimea and at Scutari, &c. Author of "The Pathology and Treatment of Small-pox," "On the Growth and Production of the Food Corpuscles of the Blood," &c., &c.—Dunedin, New Zealand: Wise and Co.; London: H. K. Lewis, Gower street. [502,146,661,267]
section-heading: THE OBJECTS OF THE COMPANY. [846,606,997,617]
advertisement-text: J.LAZARUS has received instructions from Mr Morris, George street, to sell by auction, on the premises, at 12 o'clock, next to Royal George Hotel. The whole of his well-assorted stock of groceries, confectionery, show glasses, counter scales and weights, and every weighing machine. Also, a quantity of birds and cages, and sundries too numerous to mention. Terms cash. No reserve. [332,574,491,649]
advertisement-text: TO SALE.—A splendid Freehold Property, in the heart of the City, situate on Rattray street, opposite Mr Gibbon's Bond Store. For further particulars apply to Mr Solomon Lowy, Wellington. [175,1022,321,1070]
centered-line: To Close Partnership Accounts. [366,176,457,185]
section-heading: THIRD DAY. [61,160,115,171]
article-text: It is therefore proposed to form a company which shall combine all the advantages of a Building Society, without their drawbacks. [842,489,1001,516]
advertisement-text: AMEETING of Shares will be held at the Sandlands Hotel, on Monday, 29th inst. Full attendance required. [1012,1059,1151,1089]
article-text: The evidence of Mr Jones, one of the audit commissioners, shows the extraordinary facilities thrown in the way of the prisoner O'Farrel for embezzling the public money. [175,356,321,393]
